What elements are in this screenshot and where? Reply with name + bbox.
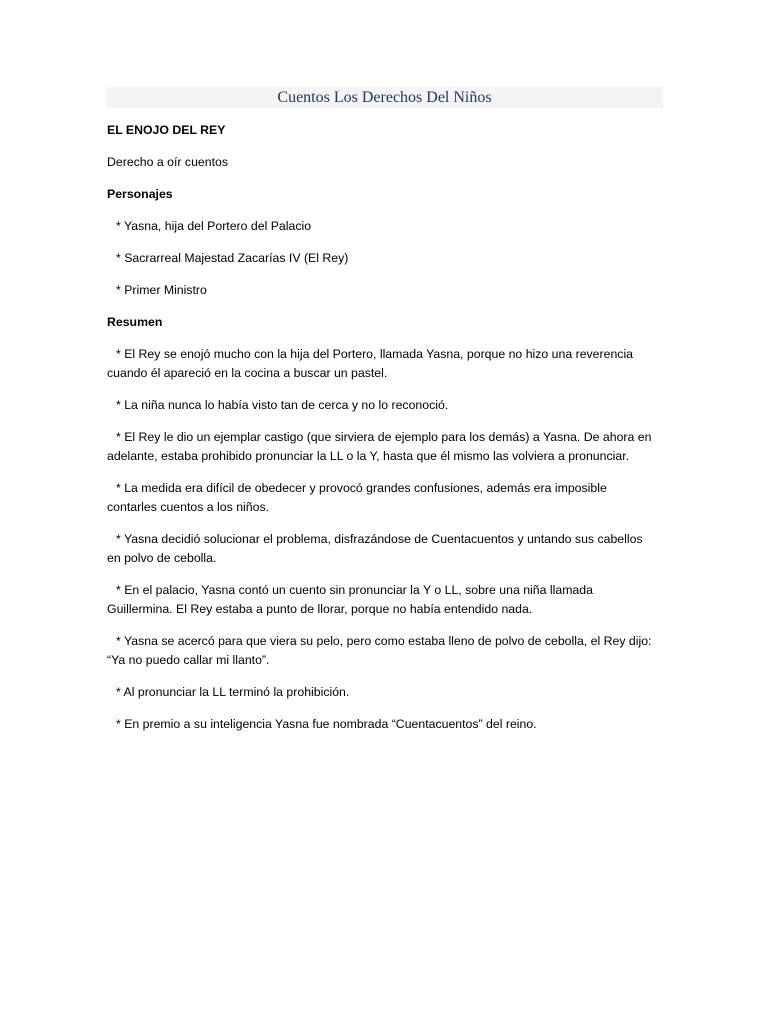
summary-line: cuando él apareció en la cocina a buscar un pastel. — [107, 366, 388, 380]
summary-line: contarles cuentos a los niños. — [107, 500, 270, 514]
summary-line: en polvo de cebolla. — [107, 551, 217, 565]
characters-heading: Personajes — [107, 187, 173, 201]
summary-line: * El Rey se enojó mucho con la hija del Portero, llamada Yasna, porque no hizo una reverencia — [116, 347, 634, 361]
right-statement: Derecho a oír cuentos — [107, 155, 228, 169]
summary-item — [107, 715, 667, 734]
summary-item — [107, 428, 667, 466]
summary-item — [107, 581, 667, 619]
summary-line: Guillermina. El Rey estaba a punto de llorar, porque no había entendido nada. — [107, 602, 533, 616]
document-title: Cuentos Los Derechos Del Niños — [277, 89, 492, 106]
summary-line: * La niña nunca lo había visto tan de cerca y no lo reconoció. — [116, 398, 449, 412]
summary-item — [107, 479, 667, 517]
story-title: EL ENOJO DEL REY — [107, 123, 226, 137]
summary-item — [107, 632, 667, 670]
summary-heading: Resumen — [107, 315, 163, 329]
summary-line: * La medida era difícil de obedecer y provocó grandes confusiones, además era imposible — [116, 481, 607, 495]
character-item: * Sacrarreal Majestad Zacarías IV (El Rey) — [116, 251, 349, 265]
summary-item — [107, 683, 667, 702]
summary-line: * En premio a su inteligencia Yasna fue nombrada “Cuentacuentos” del reino. — [116, 717, 537, 731]
summary-line: adelante, estaba prohibido pronunciar la LL o la Y, hasta que él mismo las volviera a pronunciar. — [107, 449, 630, 463]
summary-item — [107, 345, 667, 383]
document-title-bar — [106, 87, 663, 108]
summary-line: * En el palacio, Yasna contó un cuento sin pronunciar la Y o LL, sobre una niña llamada — [116, 583, 593, 597]
character-item: * Primer Ministro — [116, 283, 207, 297]
summary-item — [107, 530, 667, 568]
summary-line: * Al pronunciar la LL terminó la prohibición. — [116, 685, 350, 699]
document-body — [107, 121, 667, 747]
summary-line: * Yasna decidió solucionar el problema, disfrazándose de Cuentacuentos y untando sus cabellos — [116, 532, 643, 546]
character-item: * Yasna, hija del Portero del Palacio — [116, 219, 312, 233]
summary-line: * El Rey le dio un ejemplar castigo (que sirviera de ejemplo para los demás) a Yasna. De ahora en — [116, 430, 652, 444]
summary-item — [107, 396, 667, 415]
summary-line: “Ya no puedo callar mi llanto”. — [107, 653, 270, 667]
summary-line: * Yasna se acercó para que viera su pelo, pero como estaba lleno de polvo de cebolla, el Rey dijo: — [116, 634, 652, 648]
